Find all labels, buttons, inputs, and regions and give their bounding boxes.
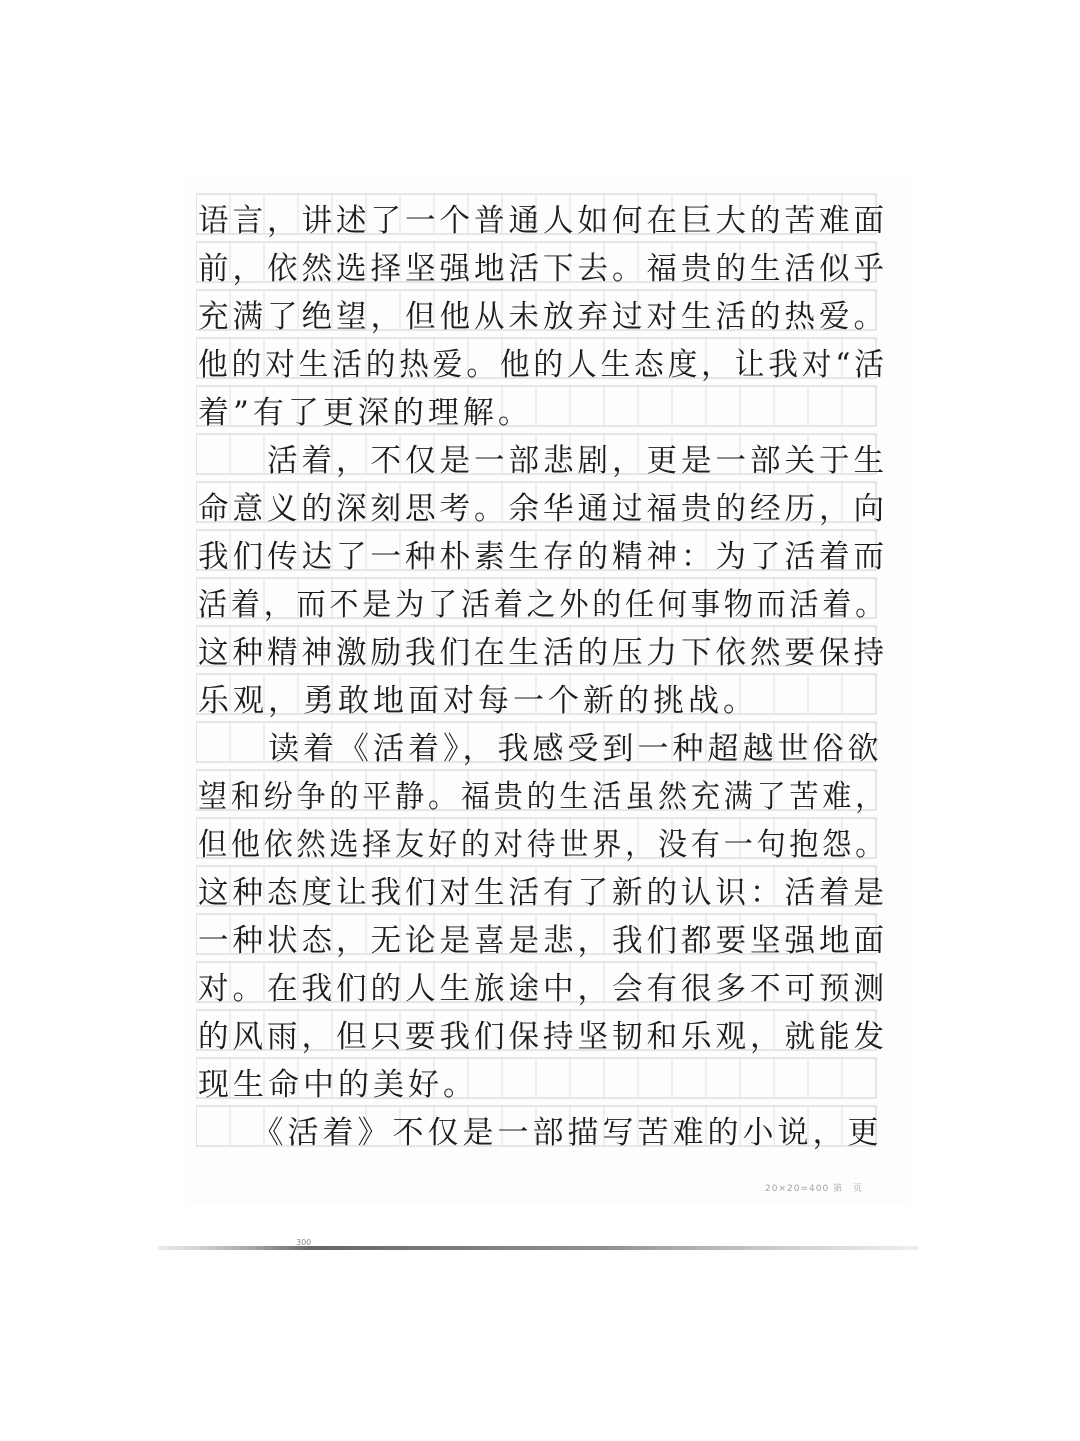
text-line: 我们传达了一种朴素生存的精神：为了活着而 — [198, 539, 888, 575]
text-line: 《活着》不仅是一部描写苦难的小说，更 — [198, 1115, 883, 1151]
text-line: 命意义的深刻思考。余华通过福贵的经历，向 — [198, 491, 888, 527]
text-line: 充满了绝望，但他从未放弃过对生活的热爱。 — [198, 299, 888, 335]
text-line: 一种状态，无论是喜是悲，我们都要坚强地面 — [198, 923, 888, 959]
text-line: 活着，不仅是一部悲剧，更是一部关于生 — [198, 443, 888, 479]
text-line: 但他依然选择友好的对待世界，没有一句抱怨。 — [198, 827, 888, 863]
text-line: 望和纷争的平静。福贵的生活虽然充满了苦难， — [198, 779, 888, 815]
text-line: 这种精神激励我们在生活的压力下依然要保持 — [198, 635, 888, 671]
text-line: 乐观，勇敢地面对每一个新的挑战。 — [198, 683, 758, 719]
text-line: 这种态度让我们对生活有了新的认识：活着是 — [198, 875, 888, 911]
text-line: 语言，讲述了一个普通人如何在巨大的苦难面 — [198, 203, 888, 239]
page-bottom-edge — [158, 1238, 918, 1248]
text-line: 他的对生活的热爱。他的人生态度，让我对“活 — [198, 347, 888, 383]
text-line: 着”有了更深的理解。 — [198, 395, 533, 431]
page-number: 300 — [296, 1238, 312, 1247]
text-line: 的风雨，但只要我们保持坚韧和乐观，就能发 — [198, 1019, 888, 1055]
grid-page-footer: 20×20=400 第 页 — [765, 1184, 864, 1194]
text-line: 现生命中的美好。 — [198, 1067, 478, 1103]
text-line: 活着，而不是为了活着之外的任何事物而活着。 — [198, 587, 888, 623]
text-line: 读着《活着》，我感受到一种超越世俗欲 — [198, 731, 883, 767]
text-line: 对。在我们的人生旅途中，会有很多不可预测 — [198, 971, 888, 1007]
text-line: 前，依然选择坚强地活下去。福贵的生活似乎 — [198, 251, 888, 287]
